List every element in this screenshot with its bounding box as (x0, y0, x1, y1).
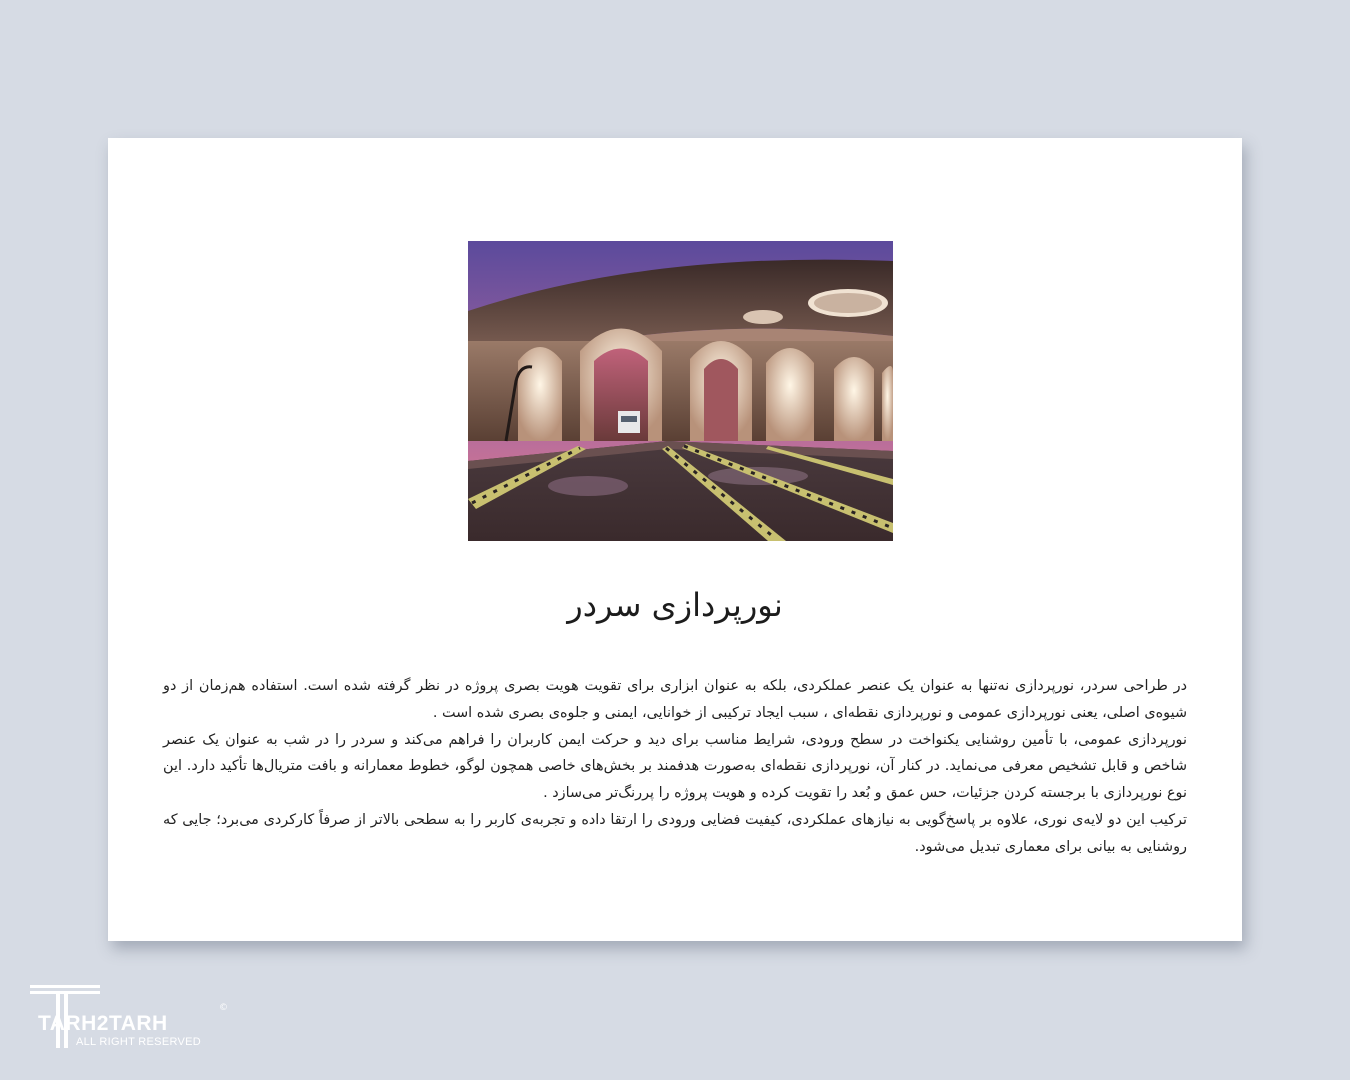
body-text (163, 673, 1187, 861)
entrance-lighting-render (468, 241, 893, 541)
page-title: نورپردازی سردر (567, 586, 783, 624)
paragraph-intro: در طراحی سردر، نورپردازی نه‌تنها به عنوان یک عنصر عملکردی، بلکه به عنوان ابزاری برای تقویت هویت بصری پروژه در نظر گرفته شده است. استفاده هم‌زمان از دو شیوه‌ی اصلی، یعنی نورپردازی عمومی و نورپردازی نقطه‌ای ، سبب ایجاد ترکیبی از خوانایی، ایمنی و جلوه‌ی بصری شده است . (163, 678, 1187, 721)
watermark-brand: TARH2TARH (38, 1012, 168, 1035)
paragraph-general-lighting: نورپردازی عمومی، با تأمین روشنایی یکنواخت در سطح ورودی، شرایط مناسب برای دید و حرکت ایمن کاربران را فراهم می‌کند و سردر را در شب به عنوان یک عنصر شاخص و قابل تشخیص معرفی می‌نماید. در کنار آن، نورپردازی نقطه‌ای به‌صورت هدفمند بر بخش‌های خاصی همچون لوگو، خطوط معمارانه و بافت متریال‌ها تأکید دارد. این نوع نورپردازی با برجسته کردن جزئیات، حس عمق و بُعد را تقویت کرده و هویت پروژه را پررنگ‌تر می‌سازد . (163, 731, 1187, 802)
document-page (108, 138, 1242, 941)
watermark-tagline: ALL RIGHT RESERVED (76, 1036, 202, 1048)
paragraph-combination: ترکیب این دو لایه‌ی نوری، علاوه بر پاسخ‌گویی به نیازهای عملکردی، کیفیت فضایی ورودی را ارتقا داده و تجربه‌ی کاربر را به سطحی بالاتر از صرفاً کارکردی می‌برد؛ جایی که روشنایی به بیانی برای معماری تبدیل می‌شود. (163, 811, 1187, 855)
watermark-copyright: © (219, 1003, 228, 1013)
